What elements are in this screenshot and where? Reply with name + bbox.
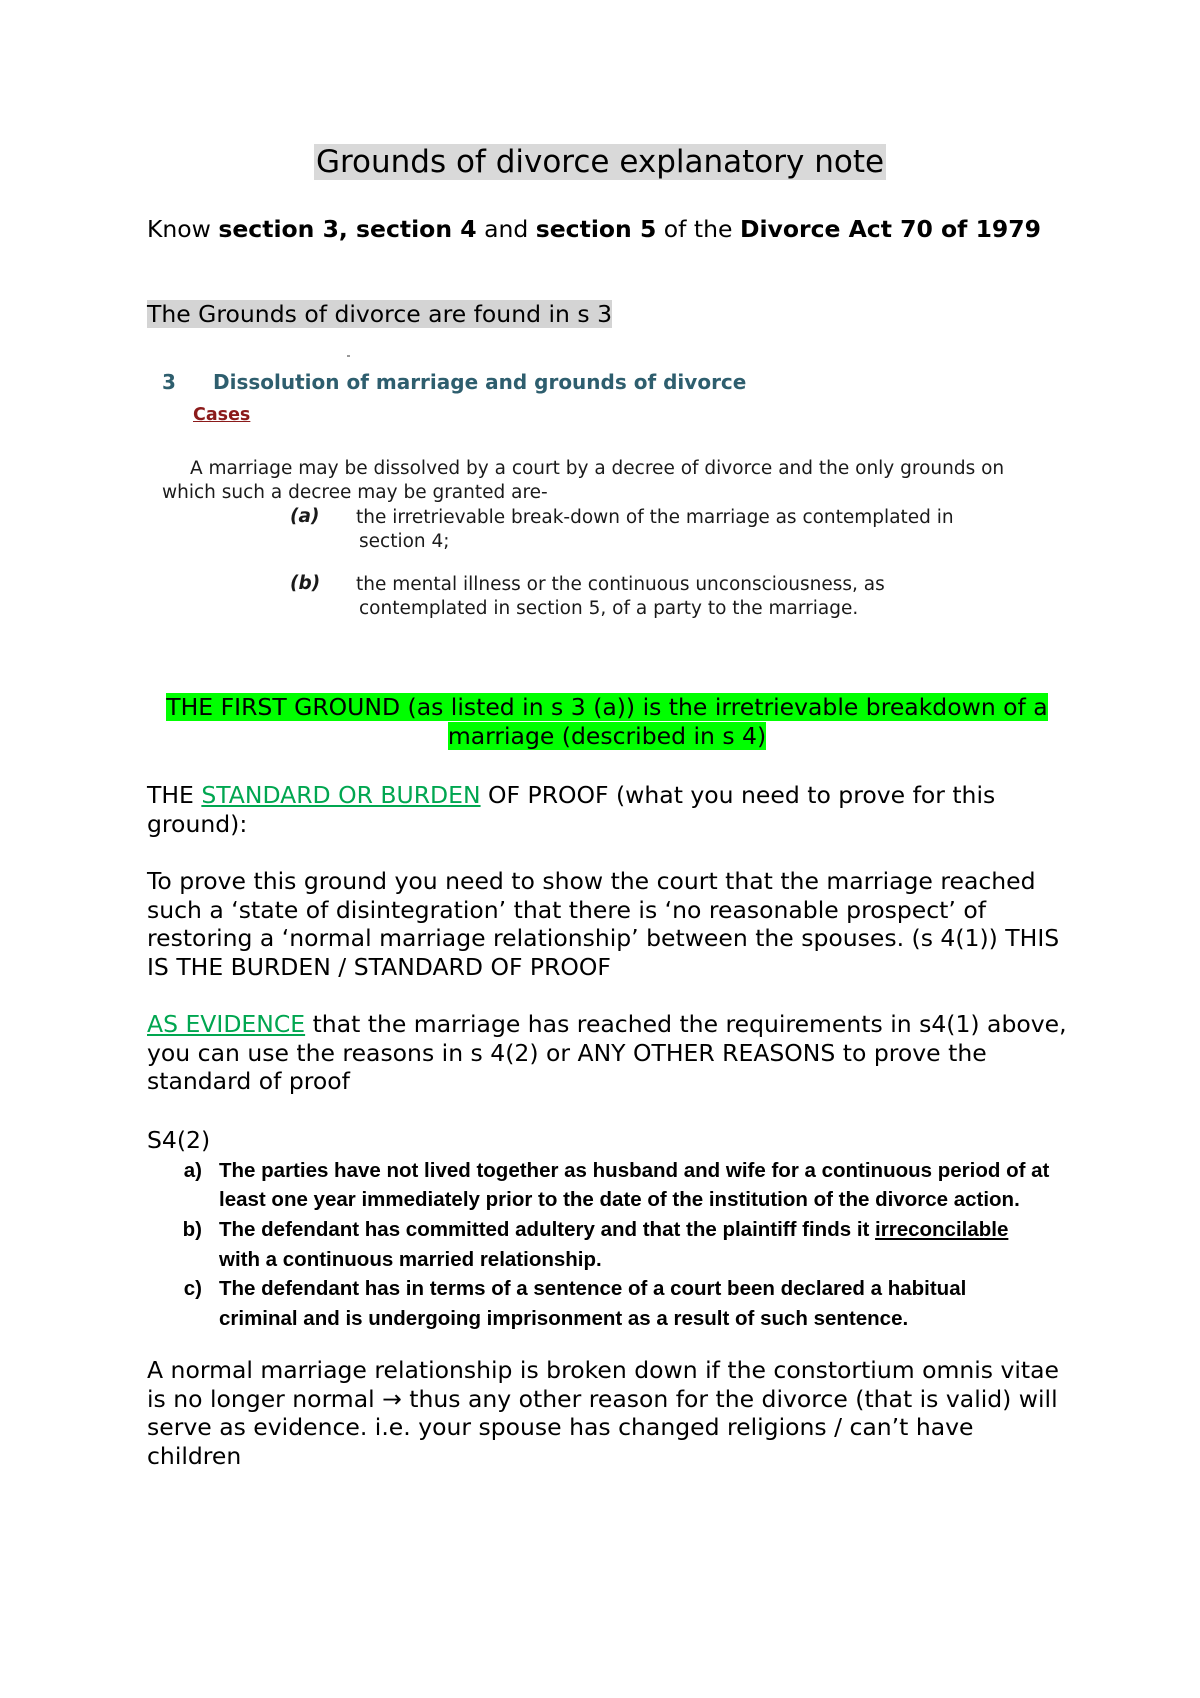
evidence-paragraph: AS EVIDENCE that the marriage has reached the requirements in s4(1) above, you can use the reasons in s 4(2) or ANY OTHER REASONS to prove the standard of proof [147,1010,1067,1095]
list-item-a-line2: least one year immediately prior to the date of the institution of the divorce action. [219,1188,1020,1211]
list-item-b-line2: with a continuous married relationship. [219,1248,602,1271]
intro-paragraph: Know section 3, section 4 and section 5 of the Divorce Act 70 of 1979 [147,215,1041,243]
list-item-b-line1: The defendant has committed adultery and that the plaintiff finds it irreconcilable [219,1218,1009,1241]
section-heading: Dissolution of marriage and grounds of divorce [213,370,747,394]
cases-link[interactable]: Cases [193,405,251,425]
grounds-found-line: The Grounds of divorce are found in s 3 [147,300,613,328]
first-ground-heading: THE FIRST GROUND (as listed in s 3 (a)) is the irretrievable breakdown of a marriage (described in s 4) [166,693,1048,750]
section-number: 3 [162,370,176,394]
s42-heading: S4(2) [147,1126,211,1154]
as-evidence-link[interactable]: AS EVIDENCE [147,1010,306,1038]
page-title: Grounds of divorce explanatory note [315,144,885,180]
separator-dot [347,355,350,357]
item-a-line2: section 4; [359,531,450,552]
item-b-line1: the mental illness or the continuous unconsciousness, as [356,574,885,595]
item-b-line2: contemplated in section 5, of a party to the marriage. [359,598,859,619]
list-mark-b: b) [182,1218,202,1241]
prove-paragraph: To prove this ground you need to show the court that the marriage reached such a ‘state of disintegration’ that there is ‘no reasonable prospect’ of restoring a ‘normal marriage relationship’ between the spouses. (s 4(1)) THIS IS THE BURDEN / STANDARD OF PROOF [147,867,1060,981]
list-item-c-line1: The defendant has in terms of a sentence of a court been declared a habitual [219,1277,967,1300]
item-b-label: (b) [290,573,321,594]
item-a-label: (a) [290,506,320,527]
list-mark-c: c) [183,1277,202,1300]
closing-paragraph: A normal marriage relationship is broken down if the constortium omnis vitae is no longer normal → thus any other reason for the divorce (that is valid) will serve as evidence. i.e. your spouse has changed religions / can’t have children [147,1356,1060,1470]
item-a-line1: the irretrievable break-down of the marriage as contemplated in [356,507,954,528]
standard-of-proof-paragraph: THE STANDARD OR BURDEN OF PROOF (what you need to prove for this ground): [147,781,996,838]
section-body: A marriage may be dissolved by a court by a decree of divorce and the only grounds on which such a decree may be granted are- [162,458,1005,503]
list-item-c-line2: criminal and is undergoing imprisonment as a result of such sentence. [219,1307,909,1330]
list-item-a-line1: The parties have not lived together as husband and wife for a continuous period of at [219,1159,1050,1182]
list-mark-a: a) [183,1159,202,1182]
right-arrow-icon: → [382,1384,402,1413]
standard-or-burden-link[interactable]: STANDARD OR BURDEN [201,781,481,809]
